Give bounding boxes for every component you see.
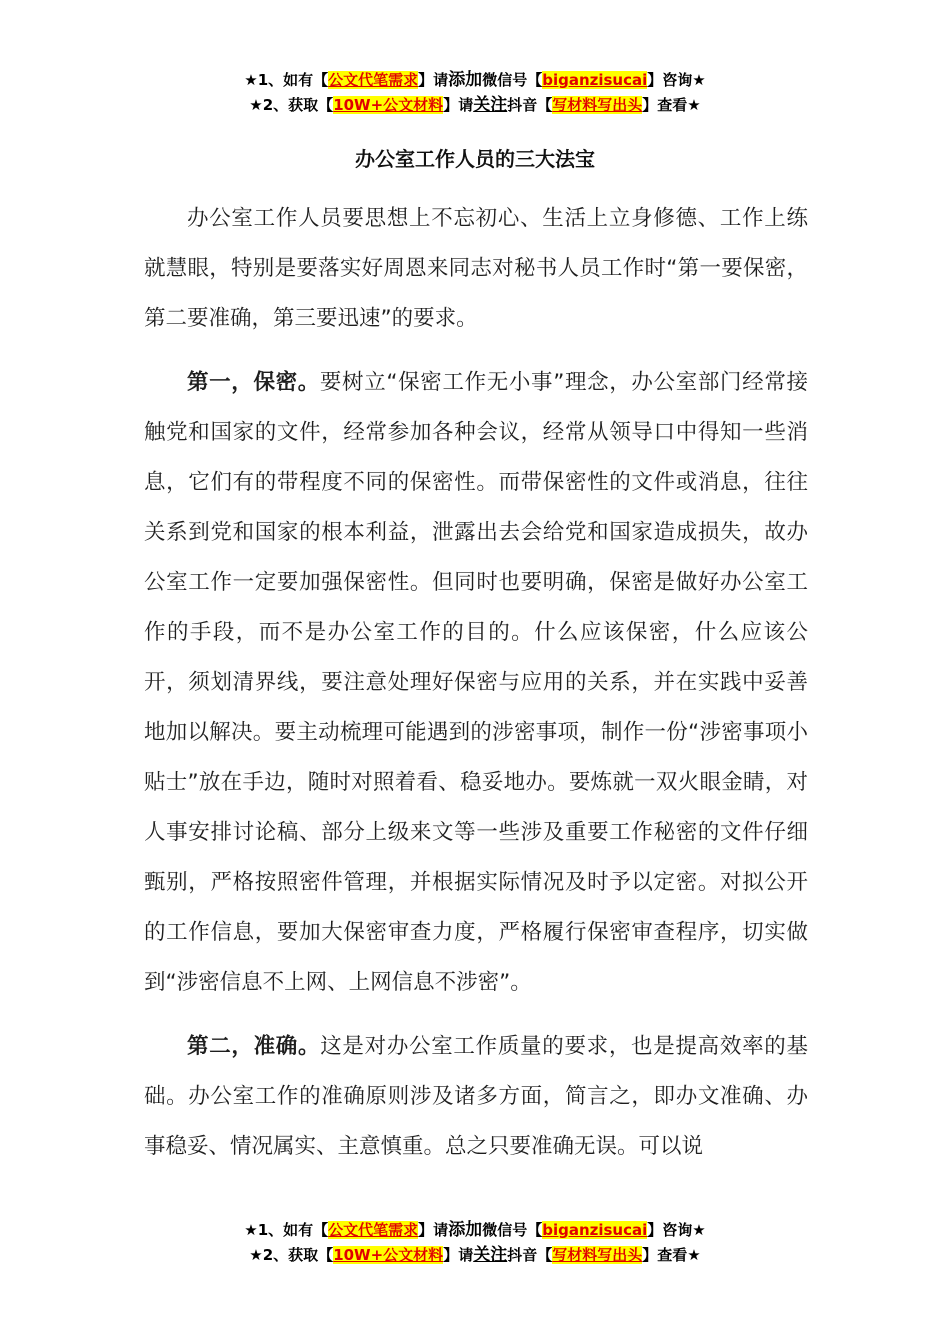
promo-banner-bottom [0,1218,950,1268]
promo-line-2 [0,1243,950,1268]
promo-highlight: 公文代笔需求 [328,1221,419,1239]
promo-text: 】请 [443,1246,474,1264]
promo-text: ★1、如有【 [244,71,329,89]
promo-text: 】请 [418,1221,449,1239]
promo-text: 抖音【 [507,96,553,114]
section-2-paragraph [144,1022,808,1172]
intro-paragraph: 办公室工作人员要思想上不忘初心、生活上立身修德、工作上练就慧眼，特别是要落实好周恩来同志对秘书人员工作时“第一要保密，第二要准确，第三要迅速”的要求。 [144,206,808,331]
promo-text: 微信号【 [482,1221,543,1239]
promo-text: ★2、获取【 [249,96,334,114]
promo-text: 】请 [443,96,474,114]
promo-text: 】咨询★ [647,1221,706,1239]
promo-text: 添加 [448,70,483,90]
section-2-text: 这是对办公室工作质量的要求，也是提高效率的基础。办公室工作的准确原则涉及诸多方面，简言之，即办文准确、办事稳妥、情况属实、主意慎重。总之只要准确无误。可以说 [144,1034,808,1159]
wechat-id: biganzisucai [542,71,648,89]
promo-text: ★1、如有【 [244,1221,329,1239]
promo-line-2 [0,93,950,118]
promo-text: 】请 [418,71,449,89]
promo-text: 关注 [473,1245,508,1265]
promo-text: 抖音【 [507,1246,553,1264]
promo-highlight: 10W+公文材料 [333,1246,444,1264]
promo-line-1 [0,1218,950,1243]
promo-text: 】咨询★ [647,71,706,89]
promo-highlight: 10W+公文材料 [333,96,444,114]
section-1-text: 要树立“保密工作无小事”理念，办公室部门经常接触党和国家的文件，经常参加各种会议，经常从领导口中得知一些消息，它们有的带程度不同的保密性。而带保密性的文件或消息，往往关系到党和国家的根本利益，泄露出去会给党和国家造成损失，故办公室工作一定要加强保密性。但同时也要明确，保密是做好办公室工作的手段，而不是办公室工作的目的。什么应该保密，什么应该公开，须划清界线，要注意处理好保密与应用的关系，并在实践中妥善地加以解决。要主动梳理可能遇到的涉密事项，制作一份“涉密事项小贴士”放在手边，随时对照着看、稳妥地办。要炼就一双火眼金睛，对人事安排讨论稿、部分上级来文等一些涉及重要工作秘密的文件仔细甄别，严格按照密件管理，并根据实际情况及时予以定密。对拟公开的工作信息，要加大保密审查力度，严格履行保密审查程序，切实做到“涉密信息不上网、上网信息不涉密”。 [144,370,808,995]
promo-text: 】查看★ [642,96,701,114]
document-title: 办公室工作人员的三大法宝 [355,147,595,171]
promo-text: 关注 [473,95,508,115]
promo-line-1 [0,68,950,93]
wechat-id: biganzisucai [542,1221,648,1239]
promo-banner-top [0,68,950,118]
promo-text: 微信号【 [482,71,543,89]
promo-highlight: 公文代笔需求 [328,71,419,89]
douyin-id: 写材料写出头 [552,1246,643,1264]
document-body [144,194,808,1186]
section-1-heading: 第一，保密。 [187,370,320,395]
section-2-heading: 第二，准确。 [187,1034,321,1059]
promo-text: 添加 [448,1220,483,1240]
promo-text: ★2、获取【 [249,1246,334,1264]
promo-text: 】查看★ [642,1246,701,1264]
section-1-paragraph [144,358,808,1008]
douyin-id: 写材料写出头 [552,96,643,114]
